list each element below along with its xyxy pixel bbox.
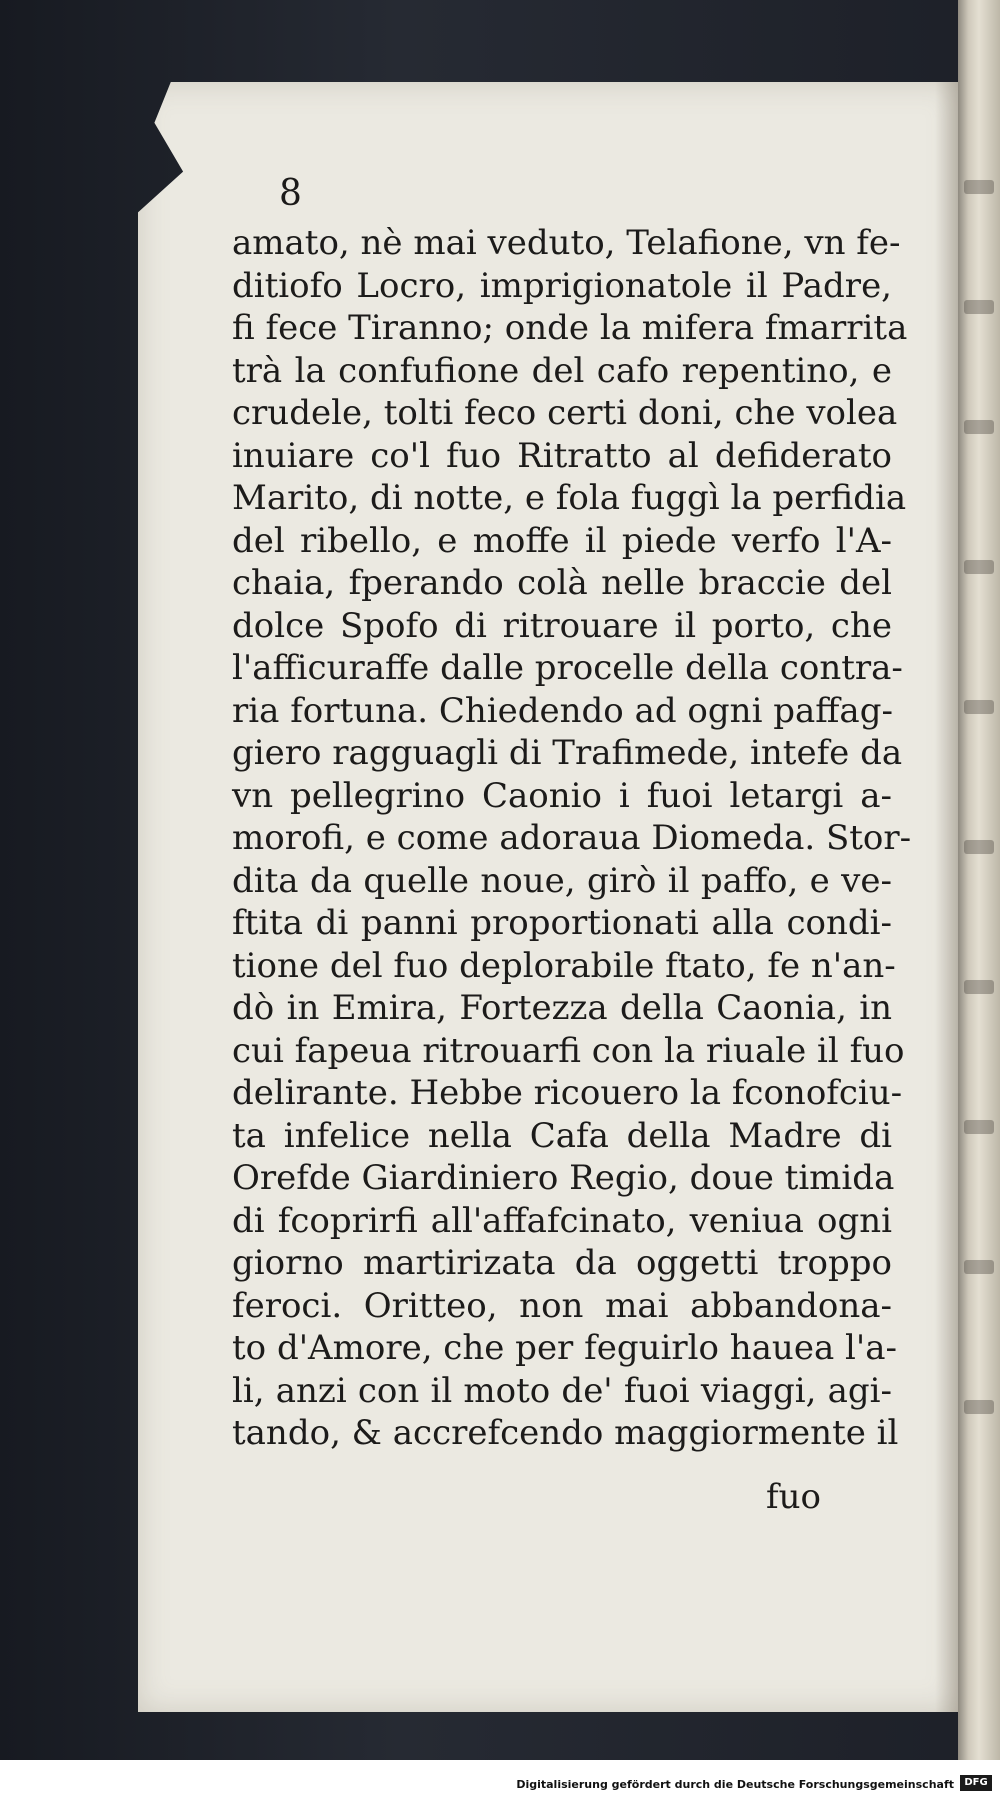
text-line: vn pellegrino Caonio i fuoi letargi a- [232, 775, 892, 816]
text-line: l'afficuraffe dalle procelle della contra- [232, 648, 903, 688]
adjacent-page-edge [958, 0, 1000, 1760]
dfg-logo-icon: DFG [960, 1775, 992, 1791]
footer-credit: Digitalisierung gefördert durch die Deutsche Forschungsgemeinschaft [516, 1778, 954, 1791]
page-gutter-shadow [935, 82, 958, 1712]
text-line: cui fapeua ritrouarfi con la riuale il fuo [232, 1030, 905, 1071]
text-line: to d'Amore, che per feguirlo hauea l'a- [232, 1328, 898, 1368]
text-line: chaia, fperando colà nelle braccie del [232, 563, 892, 603]
text-line: ta infelice nella Cafa della Madre di [232, 1115, 892, 1156]
text-line: ftita di panni proportionati alla condi- [232, 903, 892, 943]
text-line: di fcoprirfi all'affafcinato, veniua ogni [232, 1200, 892, 1241]
footer-bar [0, 1760, 1000, 1803]
catchword: fuo [766, 1477, 821, 1517]
text-line: morofi, e come adoraua Diomeda. Stor- [232, 818, 912, 858]
text-line: feroci. Oritteo, non mai abbandona- [232, 1285, 892, 1326]
text-line: del ribello, e moffe il piede verfo l'A- [232, 520, 892, 561]
text-line: tando, & accrefcendo maggiormente il [232, 1413, 899, 1453]
text-line: amato, nè mai veduto, Telafione, vn fe- [232, 223, 901, 263]
text-line: li, anzi con il moto de' fuoi viaggi, agi- [232, 1370, 892, 1411]
text-line: fi fece Tiranno; onde la mifera fmarrita [232, 308, 908, 348]
text-line: giero ragguagli di Trafimede, intefe da [232, 733, 903, 773]
text-line: dita da quelle noue, girò il paffo, e ve- [232, 860, 892, 901]
text-line: dolce Spofo di ritrouare il porto, che [232, 605, 892, 646]
text-line: giorno martirizata da oggetti troppo [232, 1243, 892, 1283]
page-text [232, 222, 912, 1455]
text-line: crudele, tolti feco certi doni, che volea [232, 393, 898, 433]
page-number: 8 [279, 173, 302, 214]
text-line: inuiare co'l fuo Ritratto al defiderato [232, 435, 892, 476]
text-line: ria fortuna. Chiedendo ad ogni paffag- [232, 690, 893, 731]
text-line: ditiofo Locro, imprigionatole il Padre, [232, 265, 892, 306]
text-line: Orefde Giardiniero Regio, doue timida [232, 1158, 895, 1198]
text-line: trà la confufione del cafo repentino, e [232, 350, 892, 391]
text-line: dò in Emira, Fortezza della Caonia, in [232, 988, 892, 1028]
text-line: delirante. Hebbe ricouero la fconofciu- [232, 1073, 903, 1113]
text-line: Marito, di notte, e fola fuggì la perfidia [232, 478, 907, 518]
text-line: tione del fuo deplorabile ftato, fe n'an- [232, 945, 896, 986]
